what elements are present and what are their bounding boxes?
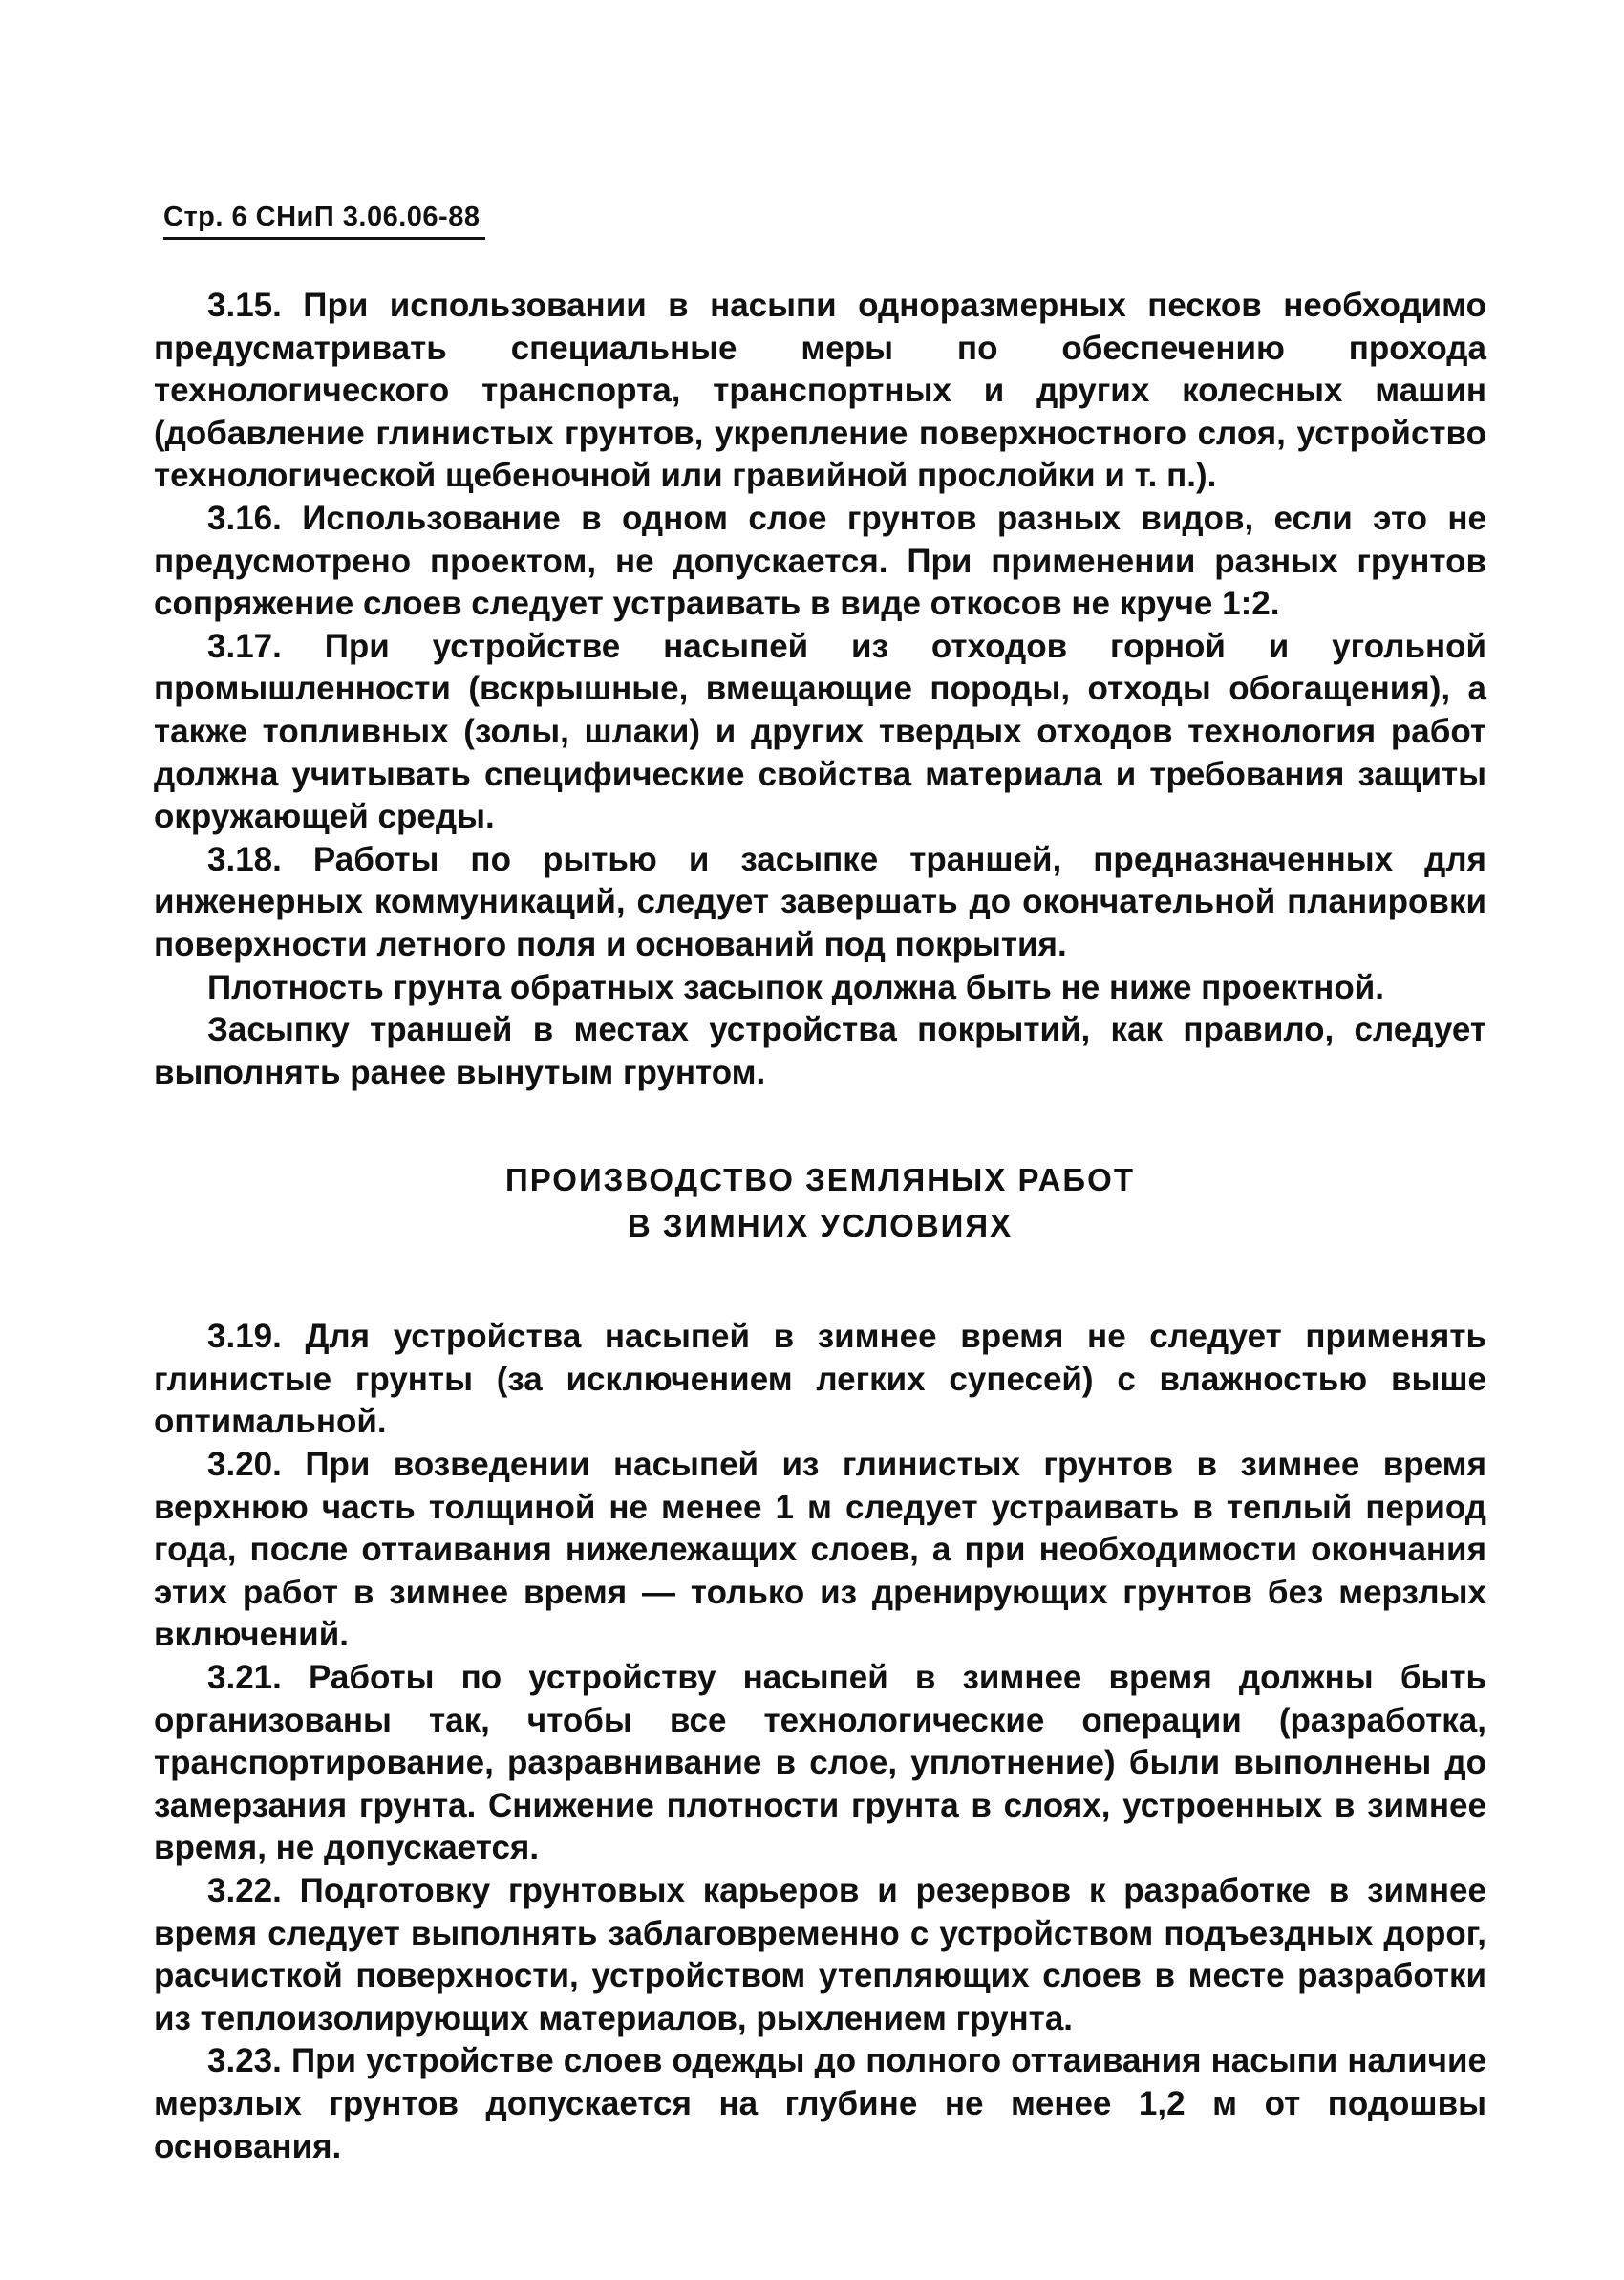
section-heading-line-2: В ЗИМНИХ УСЛОВИЯХ bbox=[627, 1208, 1014, 1244]
paragraph-text: При возведении насыпей из глинистых грунтов в зимнее время верхнюю часть толщиной не менее 1 м следует устраивать в теплый период года, после оттаивания нижележащих слоев, а при необходимости окончания этих работ в зимнее время — только из дренирующих грунтов без мерзлых включений. bbox=[154, 1446, 1486, 1654]
paragraph-text: Подготовку грунтовых карьеров и резервов к разработке в зимнее время следует выполнять заблаговременно с устройством подъездных дорог, расчисткой поверхности, устройством утепляющих слоев в месте разработки из теплоизолирующих материалов, рыхлением грунта. bbox=[154, 1872, 1486, 2037]
section-heading-line-1: ПРОИЗВОДСТВО ЗЕМЛЯНЫХ РАБОТ bbox=[505, 1162, 1135, 1198]
paragraph-text: Работы по устройству насыпей в зимнее время должны быть организованы так, чтобы все технологические операции (разработка, транспортирование, разравнивание в слое, уплотнение) были выполнены до замерзания грунта. Снижение плотности грунта в слоях, устроенных в зимнее время, не допускается. bbox=[154, 1659, 1486, 1867]
paragraph-number: 3.17. bbox=[207, 627, 282, 665]
paragraph-number: 3.22. bbox=[207, 1872, 282, 1909]
paragraph-backfill bbox=[154, 1009, 1486, 1094]
paragraph-3-15 bbox=[154, 285, 1486, 498]
paragraph-3-22 bbox=[154, 1870, 1486, 2040]
paragraph-3-23 bbox=[154, 2040, 1486, 2168]
paragraph-density bbox=[154, 967, 1486, 1010]
paragraph-number: 3.15. bbox=[207, 287, 282, 324]
paragraph-3-16 bbox=[154, 498, 1486, 626]
paragraph-text: При устройстве насыпей из отходов горной и угольной промышленности (вскрышные, вмещающие породы, отходы обогащения), а также топливных (золы, шлаки) и других твердых отходов технология работ должна учитывать специфические свойства материала и требования защиты окружающей среды. bbox=[154, 627, 1486, 836]
paragraph-3-20 bbox=[154, 1444, 1486, 1657]
paragraph-number: 3.16. bbox=[207, 499, 282, 537]
paragraph-3-17 bbox=[154, 626, 1486, 839]
document-body bbox=[154, 285, 1486, 2168]
running-header: Стр. 6 СНиП 3.06.06-88 bbox=[163, 201, 485, 240]
paragraph-text: Работы по рытью и засыпке траншей, предназначенных для инженерных коммуникаций, следует завершать до окончательной планировки поверхности летного поля и оснований под покрытия. bbox=[154, 840, 1486, 963]
paragraph-text: Использование в одном слое грунтов разных видов, если это не предусмотрено проектом, не допускается. При применении разных грунтов сопряжение слоев следует устраивать в виде откосов не круче 1:2. bbox=[154, 499, 1486, 623]
paragraph-number: 3.21. bbox=[207, 1659, 282, 1697]
paragraph-text: Засыпку траншей в местах устройства покрытий, как правило, следует выполнять ранее вынутым грунтом. bbox=[154, 1011, 1486, 1091]
paragraph-number: 3.23. bbox=[207, 2042, 282, 2080]
paragraph-text: При устройстве слоев одежды до полного оттаивания насыпи наличие мерзлых грунтов допускается на глубине не менее 1,2 м от подошвы основания. bbox=[154, 2042, 1486, 2165]
paragraph-number: 3.19. bbox=[207, 1318, 282, 1356]
paragraph-3-18 bbox=[154, 839, 1486, 967]
paragraph-3-19 bbox=[154, 1316, 1486, 1444]
paragraph-3-21 bbox=[154, 1657, 1486, 1870]
paragraph-text: При использовании в насыпи одноразмерных песков необходимо предусматривать специальные меры по обеспечению прохода технологического транспорта, транспортных и других колесных машин (добавление глинистых грунтов, укрепление поверхностного слоя, устройство технологической щебеночной или гравийной прослойки и т. п.). bbox=[154, 287, 1486, 495]
paragraph-number: 3.18. bbox=[207, 840, 282, 878]
paragraph-text: Для устройства насыпей в зимнее время не следует применять глинистые грунты (за исключением легких супесей) с влажностью выше оптимальной. bbox=[154, 1318, 1486, 1441]
section-heading bbox=[154, 1157, 1486, 1249]
paragraph-number: 3.20. bbox=[207, 1446, 282, 1484]
paragraph-text: Плотность грунта обратных засыпок должна быть не ниже проектной. bbox=[207, 968, 1384, 1006]
